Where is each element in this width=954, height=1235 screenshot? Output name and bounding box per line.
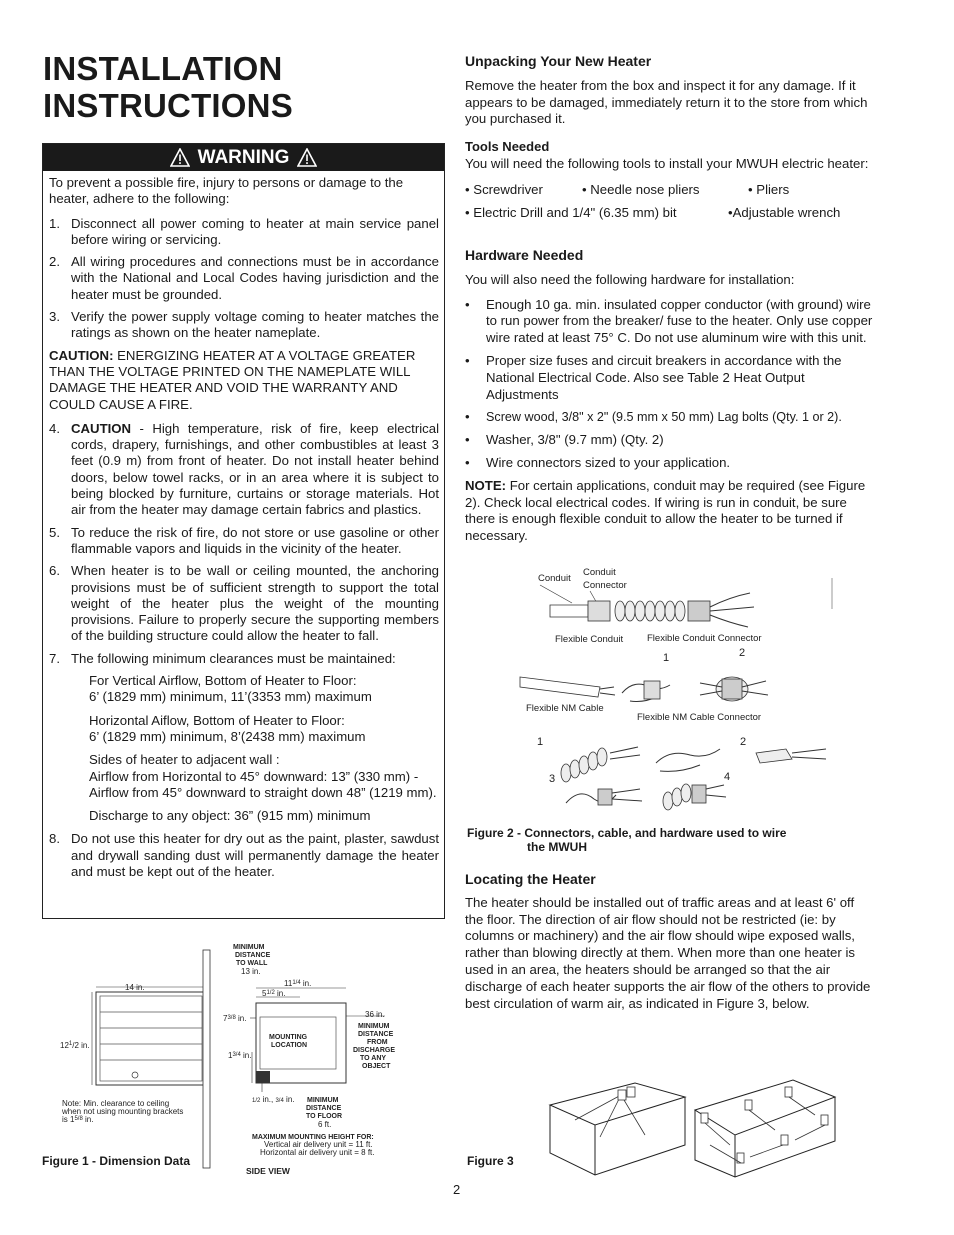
fig2-step-number: 1 bbox=[537, 736, 544, 748]
flexible-nm-cable-connector-label: Flexible NM Cable Connector bbox=[637, 712, 762, 723]
fig2-step-number: 2 bbox=[739, 647, 746, 659]
fig2-step-number: 2 bbox=[740, 736, 747, 748]
fig2-step-number: 3 bbox=[549, 773, 556, 785]
mount-bracket bbox=[256, 1071, 270, 1083]
control-knob-icon bbox=[132, 1072, 138, 1078]
tools-heading: Tools Needed bbox=[465, 139, 550, 154]
title-line-1: INSTALLATION bbox=[43, 50, 283, 87]
fig1-width-label: 14 in. bbox=[125, 983, 145, 992]
heater-front-inner bbox=[100, 996, 202, 1081]
locating-paragraph: The heater should be installed out of traffic areas and at least 6' off the floor. The direction of air flow should not be restricted (ie: by columns or machinery) and the air flow should wipe exposed walls, rather than blowing directly at them. When more than one heater is used in an area, the heaters should be arranged so that the air discharge of each heater supports the air flow of the others to provide best circulation of warm air, as indicated in Figure 3, below. bbox=[465, 894, 871, 1011]
warning-heading: WARNING bbox=[197, 146, 290, 168]
fig2-step-number: 1 bbox=[663, 652, 670, 664]
clearance-item: Sides of heater to adjacent wall : Airflow from Horizontal to 45° downward: 13” (330 mm) - Airflow from 45° downward to straight down 48” (1219 mm). bbox=[89, 752, 437, 800]
tools-paragraph: You will need the following tools to install your MWUH electric heater: bbox=[465, 155, 869, 171]
warning-intro: To prevent a possible fire, injury to persons or damage to the heater, adhere to the following: bbox=[49, 175, 404, 207]
figure-3-airflow-diagram bbox=[545, 1075, 845, 1180]
nm-cable-assembly bbox=[520, 677, 768, 702]
clearance-item: Discharge to any object: 36” (915 mm) minimum bbox=[89, 808, 371, 824]
figure-3-caption: Figure 3 bbox=[467, 1154, 514, 1168]
figure-1-dimension-diagram bbox=[40, 940, 450, 1180]
clearance-item: Horizontal Aiflow, Bottom of Heater to Floor: 6’ (1829 mm) minimum, 8’(2438 mm) maximum bbox=[89, 712, 366, 744]
figure-2-caption: Figure 2 - Connectors, cable, and hardware used to wire the MWUH bbox=[467, 826, 787, 854]
unpacking-section bbox=[465, 53, 875, 128]
hardware-paragraph: You will also need the following hardware for installation: bbox=[465, 271, 795, 287]
svg-text:OBJECT: OBJECT bbox=[362, 1063, 391, 1070]
airflow-arrows-2 bbox=[701, 1087, 828, 1163]
unpacking-paragraph: Remove the heater from the box and inspect it for any damage. If it appears to be damaged, immediately return it to the store from which you purchased it. bbox=[465, 77, 868, 127]
figure-1-caption: Figure 1 - Dimension Data bbox=[42, 1154, 191, 1168]
warning-item: 2. All wiring procedures and connections must be in accordance with the National and Local Codes having jurisdiction and the heater must be grounded. bbox=[49, 254, 439, 302]
dim-11-label: $11^{1/4}$ in. bbox=[284, 979, 312, 988]
fig1-height-label: $12^1/2$ in. bbox=[60, 1041, 90, 1050]
warning-item: 6. When heater is to be wall or ceiling mounted, the anchoring provisions must be of sufficient strength to support the total weight of the heater plus the weight of the mounting provisions. Failure to properly secure the supporting members of the building structure could allow the heater to fall. bbox=[49, 563, 439, 644]
warning-body bbox=[43, 171, 444, 880]
max-height-label: MAXIMUM MOUNTING HEIGHT FOR: bbox=[252, 1134, 374, 1141]
mounting-location-label: MOUNTING bbox=[269, 1034, 308, 1041]
caution-paragraph: CAUTION: ENERGIZING HEATER AT A VOLTAGE GREATER THAN THE VOLTAGE PRINTED ON THE NAMEPLATE WILL DAMAGE THE HEATER AND VOID THE WARRANTY AND COULD CAUSE A FIRE. bbox=[49, 347, 416, 412]
flexible-conduit-label: Flexible Conduit bbox=[555, 634, 624, 645]
page-number: 2 bbox=[453, 1182, 461, 1197]
dim-36-label: 36 in. bbox=[365, 1010, 385, 1019]
hardware-heading: Hardware Needed bbox=[465, 247, 584, 263]
flexible-nm-cable-label: Flexible NM Cable bbox=[526, 703, 604, 714]
svg-text:Horizontal air delivery unit =: Horizontal air delivery unit = 8 ft. bbox=[260, 1148, 375, 1157]
dim-7-label: $7^{3/8}$ in. bbox=[223, 1014, 247, 1023]
side-view-label: SIDE VIEW bbox=[246, 1166, 290, 1176]
warning-item: 3. Verify the power supply voltage coming to heater matches the ratings as shown on the heater nameplate. bbox=[49, 309, 439, 341]
fig2-step-number: 4 bbox=[724, 771, 731, 783]
locating-heading: Locating the Heater bbox=[465, 871, 596, 887]
dim-5-label: $5^{1/2}$ in. bbox=[262, 989, 286, 998]
tools-row: • Screwdriver • Needle nose pliers • Pliers bbox=[465, 181, 790, 197]
fig1-note-line: Note: Min. clearance to ceiling bbox=[62, 1099, 170, 1108]
hardware-item: • Enough 10 ga. min. insulated copper conductor (with ground) wire to run power from the breaker/ fuse to the heater. Only use copper wire rated at least 75° C. Do not use aluminum wire with this unit. bbox=[465, 296, 873, 346]
warning-item: 1. Disconnect all power coming to heater at main service panel before wiring or servicing. bbox=[49, 215, 439, 247]
airflow-arrows-1 bbox=[575, 1087, 645, 1137]
hardware-item: • Washer, 3/8" (9.7 mm) (Qty. 2) bbox=[465, 432, 664, 448]
hardware-note: NOTE: For certain applications, conduit may be required (see Figure 2). Check local electrical codes. If wiring is run in conduit, be sure there is enough flexible conduit to allow the heater to be turned if necessary. bbox=[465, 477, 866, 544]
svg-text:TO ANY: TO ANY bbox=[360, 1055, 387, 1062]
room-box-2 bbox=[695, 1080, 835, 1177]
svg-text:LOCATION: LOCATION bbox=[271, 1042, 308, 1049]
warning-item: 5. To reduce the risk of fire, do not store or use gasoline or other flammable vapors and liquids in the vicinity of the heater. bbox=[49, 524, 439, 556]
svg-text:Vertical air delivery unit = 1: Vertical air delivery unit = 11 ft. bbox=[264, 1140, 373, 1149]
min-floor-label: MINIMUM bbox=[307, 1097, 339, 1104]
figure-2-connectors-diagram bbox=[510, 563, 850, 813]
fig1-note-line: is $1^{5/8}$ in. bbox=[62, 1115, 94, 1124]
title-line-2: INSTRUCTIONS bbox=[43, 87, 293, 124]
conduit-label: Conduit bbox=[538, 573, 571, 584]
wall-13-label: 13 in. bbox=[241, 967, 261, 976]
unpacking-heading: Unpacking Your New Heater bbox=[465, 53, 652, 69]
fig1-note-line: when not using mounting brackets bbox=[62, 1107, 184, 1116]
heater-front-outline bbox=[96, 992, 206, 1085]
svg-text:TO FLOOR: TO FLOOR bbox=[306, 1113, 343, 1120]
conduit-connector-label: Conduit bbox=[583, 567, 616, 578]
warning-item: 7. The following minimum clearances must be maintained: bbox=[49, 650, 396, 666]
svg-text:DISTANCE: DISTANCE bbox=[235, 952, 271, 959]
svg-text:DISTANCE: DISTANCE bbox=[306, 1105, 342, 1112]
svg-text:Connector: Connector bbox=[583, 580, 627, 591]
discharge-label: MINIMUM bbox=[358, 1023, 390, 1030]
dim-half-label: 1/2 in., 3/4 in. bbox=[252, 1095, 295, 1104]
warning-triangle-icon bbox=[297, 148, 317, 167]
warning-triangle-icon bbox=[170, 148, 190, 167]
svg-text:6 ft.: 6 ft. bbox=[318, 1120, 332, 1129]
flex-conduit-install-steps bbox=[561, 747, 826, 782]
svg-text:FROM: FROM bbox=[367, 1039, 388, 1046]
hardware-section bbox=[465, 247, 875, 545]
tools-section bbox=[465, 139, 875, 222]
tools-row: • Electric Drill and 1/4" (6.35 mm) bit •Adjustable wrench bbox=[465, 205, 841, 221]
flexible-conduit-connector-label: Flexible Conduit Connector bbox=[647, 633, 762, 644]
page-title bbox=[43, 50, 443, 124]
hardware-item: • Wire connectors sized to your application. bbox=[465, 454, 731, 470]
clearance-item: For Vertical Airflow, Bottom of Heater to Floor: 6’ (1829 mm) minimum, 11’(3353 mm) maximum bbox=[89, 673, 372, 705]
hardware-item: • Screw wood, 3/8" x 2" (9.5 mm x 50 mm) Lag bolts (Qty. 1 or 2). bbox=[465, 409, 842, 425]
svg-text:DISTANCE: DISTANCE bbox=[358, 1031, 394, 1038]
warning-item: 8. Do not use this heater for dry out as the paint, plaster, sawdust and drywall sanding dust will permanently damage the heater and must be kept out of the heater. bbox=[49, 831, 439, 879]
locating-section bbox=[465, 871, 875, 1012]
svg-text:TO WALL: TO WALL bbox=[236, 960, 268, 967]
svg-text:DISCHARGE: DISCHARGE bbox=[353, 1047, 396, 1054]
wall bbox=[203, 950, 210, 1168]
warning-item: 4. CAUTION - High temperature, risk of fire, keep electrical cords, drapery, furnishings, and other combustibles at least 3 feet (0.9 m) from front of heater. Do not install heater behind doors, below towel racks, or in an area where it is subject to being blocked by furniture, curtains or storage materials. Hot air from the heater may damage certain fabrics and plastics. bbox=[49, 420, 439, 518]
min-wall-label: MINIMUM bbox=[233, 944, 265, 951]
dim-1-label: $1^{3/4}$ in. bbox=[228, 1051, 252, 1060]
warning-header bbox=[43, 144, 444, 171]
hardware-item: • Proper size fuses and circuit breakers in accordance with the National Electrical Code. Also see Table 2 Heat Output Adjustments bbox=[465, 352, 842, 402]
warning-box bbox=[42, 143, 445, 919]
flex-conduit-install-steps-2 bbox=[566, 784, 726, 810]
